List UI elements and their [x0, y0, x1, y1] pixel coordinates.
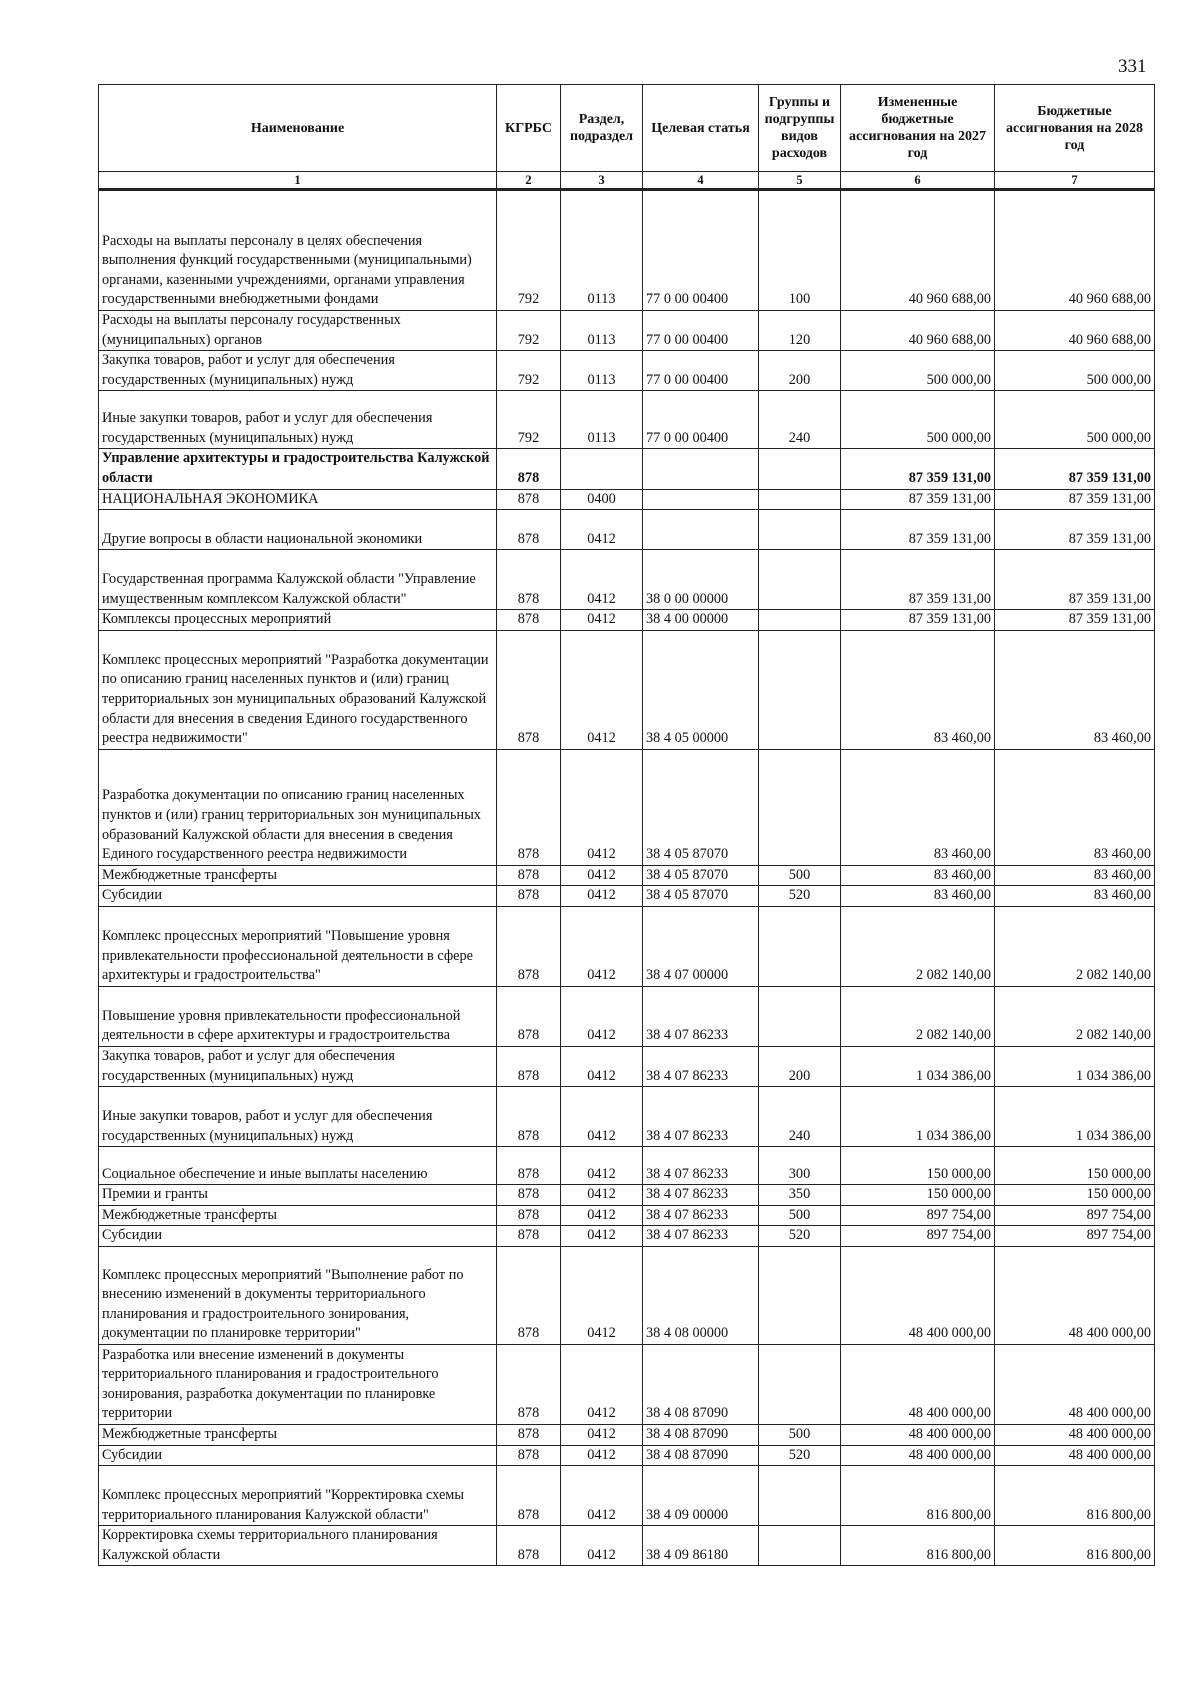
cell-kgrbs: 878 [497, 1226, 561, 1247]
table-row [99, 630, 1155, 749]
cell-kgrbs: 878 [497, 1466, 561, 1526]
cell-kgrbs: 878 [497, 749, 561, 865]
cell-sum-2027: 87 359 131,00 [841, 550, 995, 610]
cell-vid [759, 1344, 841, 1424]
cell-vid [759, 449, 841, 489]
table-row [99, 311, 1155, 351]
column-number: 3 [561, 172, 643, 190]
cell-vid: 350 [759, 1185, 841, 1206]
cell-sum-2028: 87 359 131,00 [995, 550, 1155, 610]
cell-vid: 500 [759, 865, 841, 886]
cell-sum-2028: 1 034 386,00 [995, 1046, 1155, 1086]
cell-sum-2028: 83 460,00 [995, 749, 1155, 865]
cell-kgrbs: 878 [497, 1445, 561, 1466]
cell-vid: 300 [759, 1147, 841, 1185]
cell-sum-2028: 48 400 000,00 [995, 1445, 1155, 1466]
cell-celevaya: 38 4 07 86233 [643, 1226, 759, 1247]
cell-celevaya: 38 4 05 87070 [643, 749, 759, 865]
cell-vid [759, 550, 841, 610]
cell-kgrbs: 878 [497, 449, 561, 489]
cell-razdel: 0412 [561, 1087, 643, 1147]
cell-name: Иные закупки товаров, работ и услуг для обеспечения государственных (муниципальных) нужд [99, 1087, 497, 1147]
cell-sum-2027: 87 359 131,00 [841, 449, 995, 489]
cell-vid: 500 [759, 1205, 841, 1226]
table-row [99, 1246, 1155, 1344]
cell-sum-2027: 48 400 000,00 [841, 1424, 995, 1445]
column-number: 6 [841, 172, 995, 190]
cell-vid: 520 [759, 1445, 841, 1466]
cell-vid: 100 [759, 190, 841, 311]
cell-celevaya: 77 0 00 00400 [643, 391, 759, 449]
header-row [99, 85, 1155, 172]
cell-razdel: 0113 [561, 351, 643, 391]
cell-kgrbs: 878 [497, 865, 561, 886]
cell-sum-2028: 897 754,00 [995, 1205, 1155, 1226]
cell-celevaya: 38 4 07 86233 [643, 986, 759, 1046]
cell-razdel: 0412 [561, 1185, 643, 1206]
cell-name: Разработка документации по описанию границ населенных пунктов и (или) границ территориальных зон муниципальных образований Калужской области для внесения в сведения Единого государственного реестра недвижимости [99, 749, 497, 865]
cell-razdel: 0412 [561, 906, 643, 986]
cell-razdel: 0412 [561, 1205, 643, 1226]
cell-razdel: 0412 [561, 1466, 643, 1526]
cell-sum-2027: 500 000,00 [841, 391, 995, 449]
cell-celevaya: 38 4 07 86233 [643, 1205, 759, 1226]
cell-name: Комплекс процессных мероприятий "Повышение уровня привлекательности профессиональной деятельности в сфере архитектуры и градостроительства" [99, 906, 497, 986]
cell-sum-2028: 1 034 386,00 [995, 1087, 1155, 1147]
cell-name: Комплексы процессных мероприятий [99, 610, 497, 631]
cell-sum-2027: 48 400 000,00 [841, 1445, 995, 1466]
cell-kgrbs: 878 [497, 1205, 561, 1226]
cell-name: Субсидии [99, 1445, 497, 1466]
cell-sum-2028: 816 800,00 [995, 1466, 1155, 1526]
cell-sum-2028: 48 400 000,00 [995, 1246, 1155, 1344]
cell-sum-2027: 1 034 386,00 [841, 1046, 995, 1086]
header-name: Наименование [99, 85, 497, 172]
cell-sum-2028: 897 754,00 [995, 1226, 1155, 1247]
table-row [99, 906, 1155, 986]
cell-vid [759, 1246, 841, 1344]
cell-sum-2028: 87 359 131,00 [995, 489, 1155, 510]
cell-kgrbs: 792 [497, 351, 561, 391]
cell-sum-2028: 40 960 688,00 [995, 311, 1155, 351]
cell-sum-2027: 83 460,00 [841, 749, 995, 865]
header-kgrbs: КГРБС [497, 85, 561, 172]
cell-vid [759, 749, 841, 865]
cell-name: Расходы на выплаты персоналу государственных (муниципальных) органов [99, 311, 497, 351]
table-body [99, 190, 1155, 1566]
cell-kgrbs: 792 [497, 190, 561, 311]
cell-celevaya: 38 4 07 86233 [643, 1185, 759, 1206]
cell-vid [759, 489, 841, 510]
table-row [99, 510, 1155, 550]
cell-kgrbs: 878 [497, 1526, 561, 1566]
table-row [99, 1424, 1155, 1445]
cell-celevaya: 38 4 07 86233 [643, 1046, 759, 1086]
cell-razdel: 0412 [561, 1226, 643, 1247]
table-row [99, 449, 1155, 489]
cell-sum-2027: 48 400 000,00 [841, 1344, 995, 1424]
table-row [99, 550, 1155, 610]
table-row [99, 391, 1155, 449]
cell-name: Закупка товаров, работ и услуг для обеспечения государственных (муниципальных) нужд [99, 1046, 497, 1086]
table-row [99, 351, 1155, 391]
cell-kgrbs: 878 [497, 1147, 561, 1185]
cell-vid [759, 1526, 841, 1566]
header-celevaya: Целевая статья [643, 85, 759, 172]
cell-celevaya: 77 0 00 00400 [643, 351, 759, 391]
cell-celevaya: 38 4 09 86180 [643, 1526, 759, 1566]
cell-name: Расходы на выплаты персоналу в целях обеспечения выполнения функций государственными (муниципальными) органами, казенными учреждениями, органами управления государственными внебюджетными фондами [99, 190, 497, 311]
column-number: 4 [643, 172, 759, 190]
cell-celevaya: 38 4 08 87090 [643, 1445, 759, 1466]
cell-kgrbs: 878 [497, 1087, 561, 1147]
table-row [99, 1205, 1155, 1226]
cell-razdel [561, 449, 643, 489]
cell-sum-2027: 897 754,00 [841, 1226, 995, 1247]
cell-vid: 200 [759, 1046, 841, 1086]
cell-razdel: 0412 [561, 510, 643, 550]
cell-name: Иные закупки товаров, работ и услуг для обеспечения государственных (муниципальных) нужд [99, 391, 497, 449]
table-row [99, 886, 1155, 907]
cell-celevaya [643, 510, 759, 550]
cell-sum-2028: 83 460,00 [995, 630, 1155, 749]
cell-sum-2027: 2 082 140,00 [841, 986, 995, 1046]
cell-sum-2027: 40 960 688,00 [841, 311, 995, 351]
cell-sum-2028: 87 359 131,00 [995, 449, 1155, 489]
cell-name: Другие вопросы в области национальной экономики [99, 510, 497, 550]
cell-sum-2027: 48 400 000,00 [841, 1246, 995, 1344]
cell-name: Государственная программа Калужской области "Управление имущественным комплексом Калужской области" [99, 550, 497, 610]
cell-razdel: 0412 [561, 1147, 643, 1185]
cell-sum-2027: 87 359 131,00 [841, 610, 995, 631]
header-sum2027: Измененные бюджетные ассигнования на 2027 год [841, 85, 995, 172]
cell-sum-2028: 40 960 688,00 [995, 190, 1155, 311]
page-number: 331 [1118, 56, 1147, 77]
cell-razdel: 0412 [561, 865, 643, 886]
cell-sum-2027: 87 359 131,00 [841, 510, 995, 550]
cell-name: Социальное обеспечение и иные выплаты населению [99, 1147, 497, 1185]
cell-celevaya [643, 449, 759, 489]
cell-sum-2027: 816 800,00 [841, 1526, 995, 1566]
cell-vid [759, 1466, 841, 1526]
cell-celevaya: 38 4 08 87090 [643, 1424, 759, 1445]
cell-kgrbs: 878 [497, 1344, 561, 1424]
cell-vid: 240 [759, 1087, 841, 1147]
cell-celevaya: 38 4 05 87070 [643, 886, 759, 907]
table-row [99, 1466, 1155, 1526]
cell-celevaya: 77 0 00 00400 [643, 190, 759, 311]
cell-sum-2027: 500 000,00 [841, 351, 995, 391]
cell-sum-2027: 897 754,00 [841, 1205, 995, 1226]
cell-kgrbs: 878 [497, 1185, 561, 1206]
cell-razdel: 0412 [561, 630, 643, 749]
cell-vid: 520 [759, 886, 841, 907]
table-row [99, 1226, 1155, 1247]
cell-sum-2027: 87 359 131,00 [841, 489, 995, 510]
cell-celevaya: 77 0 00 00400 [643, 311, 759, 351]
cell-vid: 500 [759, 1424, 841, 1445]
cell-sum-2028: 500 000,00 [995, 391, 1155, 449]
cell-celevaya: 38 4 05 00000 [643, 630, 759, 749]
cell-kgrbs: 878 [497, 510, 561, 550]
cell-celevaya [643, 489, 759, 510]
cell-sum-2028: 83 460,00 [995, 865, 1155, 886]
cell-celevaya: 38 4 00 00000 [643, 610, 759, 631]
cell-razdel: 0113 [561, 190, 643, 311]
cell-sum-2027: 2 082 140,00 [841, 906, 995, 986]
cell-celevaya: 38 4 05 87070 [643, 865, 759, 886]
cell-kgrbs: 878 [497, 1246, 561, 1344]
table-row [99, 865, 1155, 886]
cell-celevaya: 38 4 07 00000 [643, 906, 759, 986]
cell-celevaya: 38 4 09 00000 [643, 1466, 759, 1526]
cell-celevaya: 38 0 00 00000 [643, 550, 759, 610]
column-number-row [99, 172, 1155, 190]
cell-name: Субсидии [99, 886, 497, 907]
cell-razdel: 0412 [561, 886, 643, 907]
cell-razdel: 0113 [561, 311, 643, 351]
cell-sum-2027: 83 460,00 [841, 886, 995, 907]
cell-vid [759, 510, 841, 550]
column-number: 7 [995, 172, 1155, 190]
table-row [99, 1087, 1155, 1147]
cell-sum-2027: 150 000,00 [841, 1147, 995, 1185]
table-row [99, 1445, 1155, 1466]
cell-sum-2027: 83 460,00 [841, 630, 995, 749]
cell-vid: 200 [759, 351, 841, 391]
cell-name: Повышение уровня привлекательности профессиональной деятельности в сфере архитектуры и градостроительства [99, 986, 497, 1046]
cell-sum-2028: 150 000,00 [995, 1185, 1155, 1206]
cell-kgrbs: 878 [497, 630, 561, 749]
cell-kgrbs: 878 [497, 986, 561, 1046]
table-row [99, 986, 1155, 1046]
cell-sum-2028: 500 000,00 [995, 351, 1155, 391]
cell-kgrbs: 878 [497, 610, 561, 631]
cell-name: Комплекс процессных мероприятий "Разработка документации по описанию границ населенных пунктов и (или) границ территориальных зон муниципальных образований Калужской области для внесения в сведения Единого государственного реестра недвижимости" [99, 630, 497, 749]
cell-name: НАЦИОНАЛЬНАЯ ЭКОНОМИКА [99, 489, 497, 510]
table-row [99, 1046, 1155, 1086]
cell-razdel: 0412 [561, 1445, 643, 1466]
cell-vid: 240 [759, 391, 841, 449]
cell-sum-2028: 87 359 131,00 [995, 610, 1155, 631]
table-row [99, 1526, 1155, 1566]
cell-vid [759, 630, 841, 749]
header-vid: Группы и подгруппы видов расходов [759, 85, 841, 172]
cell-sum-2028: 150 000,00 [995, 1147, 1155, 1185]
cell-razdel: 0113 [561, 391, 643, 449]
cell-sum-2027: 816 800,00 [841, 1466, 995, 1526]
cell-sum-2028: 2 082 140,00 [995, 986, 1155, 1046]
cell-name: Корректировка схемы территориального планирования Калужской области [99, 1526, 497, 1566]
cell-name: Комплекс процессных мероприятий "Корректировка схемы территориального планирования Калужской области" [99, 1466, 497, 1526]
cell-celevaya: 38 4 08 00000 [643, 1246, 759, 1344]
cell-sum-2028: 2 082 140,00 [995, 906, 1155, 986]
cell-sum-2028: 48 400 000,00 [995, 1344, 1155, 1424]
budget-table [98, 84, 1155, 1566]
cell-sum-2028: 48 400 000,00 [995, 1424, 1155, 1445]
cell-kgrbs: 878 [497, 489, 561, 510]
cell-sum-2027: 150 000,00 [841, 1185, 995, 1206]
table-row [99, 1344, 1155, 1424]
cell-razdel: 0412 [561, 1046, 643, 1086]
cell-razdel: 0412 [561, 550, 643, 610]
cell-razdel: 0412 [561, 986, 643, 1046]
cell-razdel: 0400 [561, 489, 643, 510]
cell-celevaya: 38 4 07 86233 [643, 1147, 759, 1185]
cell-kgrbs: 878 [497, 906, 561, 986]
cell-kgrbs: 878 [497, 886, 561, 907]
cell-vid: 120 [759, 311, 841, 351]
cell-razdel: 0412 [561, 749, 643, 865]
cell-name: Премии и гранты [99, 1185, 497, 1206]
cell-vid [759, 906, 841, 986]
cell-razdel: 0412 [561, 1424, 643, 1445]
table-row [99, 610, 1155, 631]
cell-sum-2028: 816 800,00 [995, 1526, 1155, 1566]
table-row [99, 749, 1155, 865]
cell-vid [759, 986, 841, 1046]
cell-name: Закупка товаров, работ и услуг для обеспечения государственных (муниципальных) нужд [99, 351, 497, 391]
cell-sum-2028: 83 460,00 [995, 886, 1155, 907]
cell-kgrbs: 878 [497, 1046, 561, 1086]
cell-razdel: 0412 [561, 1344, 643, 1424]
cell-kgrbs: 792 [497, 311, 561, 351]
cell-sum-2027: 1 034 386,00 [841, 1087, 995, 1147]
column-number: 1 [99, 172, 497, 190]
cell-sum-2028: 87 359 131,00 [995, 510, 1155, 550]
cell-vid [759, 610, 841, 631]
cell-vid: 520 [759, 1226, 841, 1247]
table-row [99, 1147, 1155, 1185]
cell-name: Разработка или внесение изменений в документы территориального планирования и градостроительного зонирования, разработка документации по планировке территории [99, 1344, 497, 1424]
cell-name: Субсидии [99, 1226, 497, 1247]
cell-kgrbs: 878 [497, 550, 561, 610]
cell-name: Комплекс процессных мероприятий "Выполнение работ по внесению изменений в документы территориального планирования и градостроительного зонирования, документации по планировке территории" [99, 1246, 497, 1344]
cell-kgrbs: 878 [497, 1424, 561, 1445]
cell-name: Межбюджетные трансферты [99, 1205, 497, 1226]
table-row [99, 190, 1155, 311]
cell-name: Межбюджетные трансферты [99, 865, 497, 886]
header-razdel: Раздел, подраздел [561, 85, 643, 172]
column-number: 2 [497, 172, 561, 190]
cell-razdel: 0412 [561, 610, 643, 631]
column-number: 5 [759, 172, 841, 190]
cell-sum-2027: 83 460,00 [841, 865, 995, 886]
table-row [99, 489, 1155, 510]
cell-kgrbs: 792 [497, 391, 561, 449]
cell-name: Межбюджетные трансферты [99, 1424, 497, 1445]
cell-razdel: 0412 [561, 1246, 643, 1344]
cell-name: Управление архитектуры и градостроительства Калужской области [99, 449, 497, 489]
table-header [99, 85, 1155, 190]
cell-celevaya: 38 4 08 87090 [643, 1344, 759, 1424]
cell-celevaya: 38 4 07 86233 [643, 1087, 759, 1147]
cell-sum-2027: 40 960 688,00 [841, 190, 995, 311]
cell-razdel: 0412 [561, 1526, 643, 1566]
table-row [99, 1185, 1155, 1206]
header-sum2028: Бюджетные ассигнования на 2028 год [995, 85, 1155, 172]
